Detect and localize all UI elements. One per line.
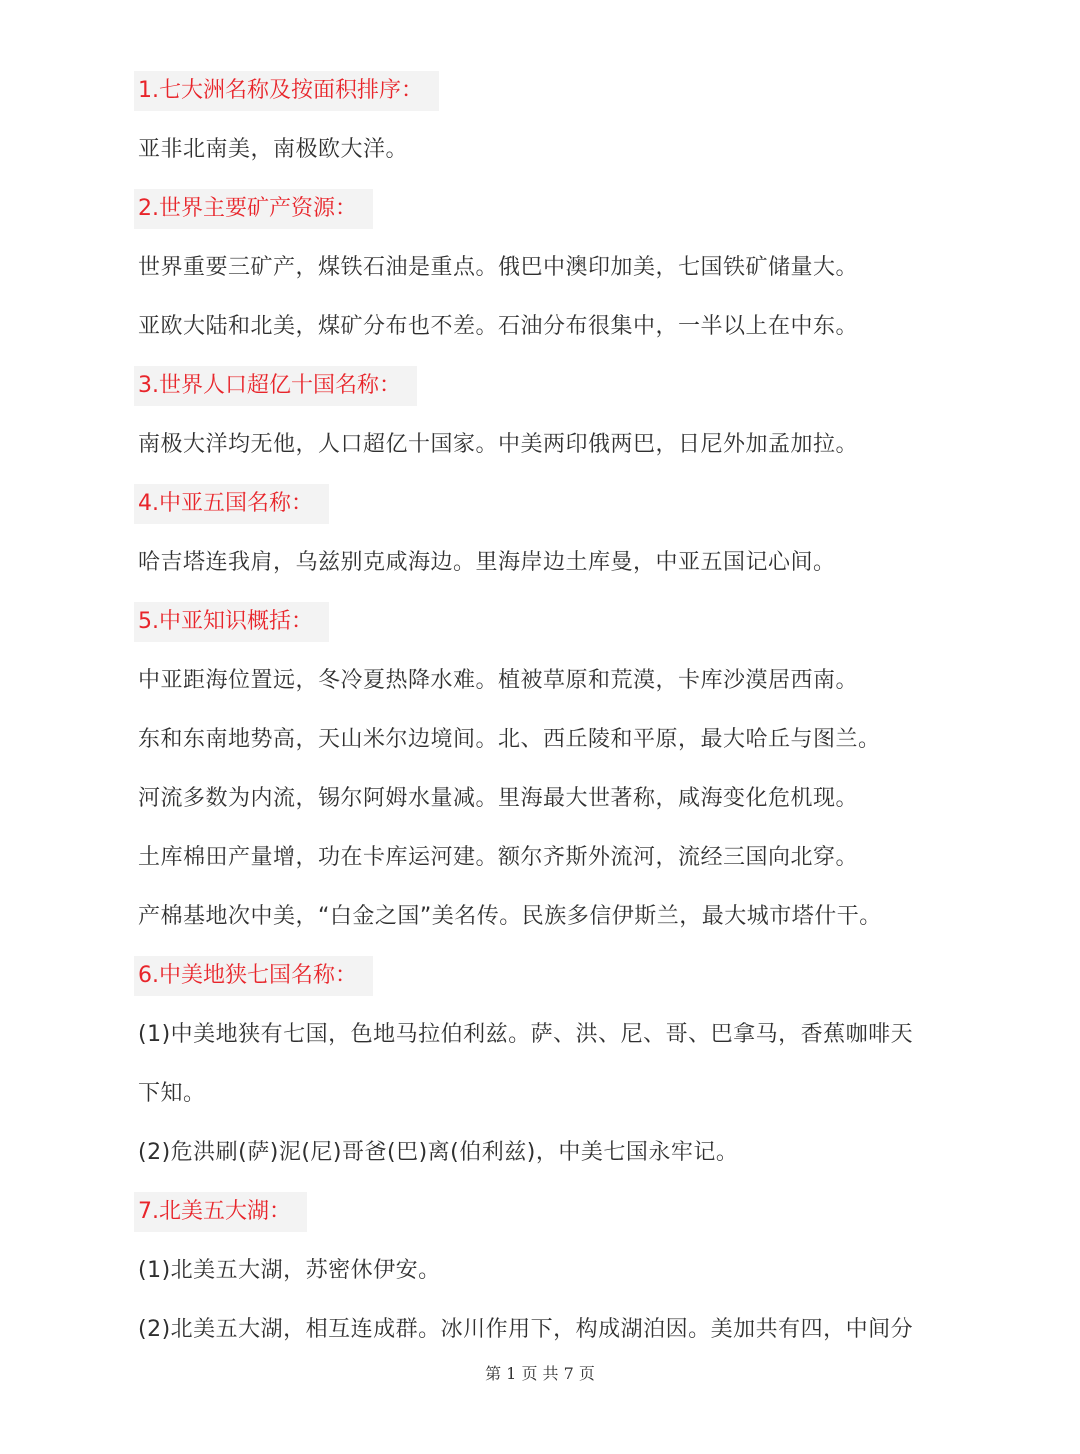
body-line: 中亚距海位置远，冬冷夏热降水难。植被草原和荒漠，卡库沙漠居西南。 bbox=[138, 668, 859, 693]
section-heading: 3.世界人口超亿十国名称： bbox=[134, 366, 417, 406]
section-heading: 5.中亚知识概括： bbox=[134, 602, 329, 642]
body-line: (1)北美五大湖，苏密休伊安。 bbox=[138, 1258, 441, 1283]
section-heading: 7.北美五大湖： bbox=[134, 1192, 307, 1232]
body-line: (2)北美五大湖，相互连成群。冰川作用下，构成湖泊因。美加共有四，中间分 bbox=[138, 1317, 914, 1342]
body-line: (2)危洪刷(萨)泥(尼)哥爸(巴)离(伯利兹)，中美七国永牢记。 bbox=[138, 1140, 739, 1165]
body-line: 产棉基地次中美，“白金之国”美名传。民族多信伊斯兰，最大城市塔什干。 bbox=[138, 904, 882, 929]
body-line: 下知。 bbox=[138, 1081, 206, 1106]
body-line: 亚欧大陆和北美，煤矿分布也不差。石油分布很集中，一半以上在中东。 bbox=[138, 314, 859, 339]
body-line: 南极大洋均无他，人口超亿十国家。中美两印俄两巴，日尼外加孟加拉。 bbox=[138, 432, 859, 457]
body-line: (1)中美地狭有七国，色地马拉伯利兹。萨、洪、尼、哥、巴拿马，香蕉咖啡天 bbox=[138, 1022, 914, 1047]
body-line: 亚非北南美，南极欧大洋。 bbox=[138, 137, 409, 162]
section-heading: 4.中亚五国名称： bbox=[134, 484, 329, 524]
body-line: 河流多数为内流，锡尔阿姆水量减。里海最大世著称，咸海变化危机现。 bbox=[138, 786, 859, 811]
section-heading: 2.世界主要矿产资源： bbox=[134, 189, 373, 229]
page-number-footer: 第 1 页 共 7 页 bbox=[485, 1364, 595, 1383]
section-heading: 1.七大洲名称及按面积排序： bbox=[134, 71, 439, 111]
section-heading: 6.中美地狭七国名称： bbox=[134, 956, 373, 996]
body-line: 哈吉塔连我肩，乌兹别克咸海边。里海岸边土库曼，中亚五国记心间。 bbox=[138, 550, 836, 575]
body-line: 世界重要三矿产，煤铁石油是重点。俄巴中澳印加美，七国铁矿储量大。 bbox=[138, 255, 859, 280]
body-line: 土库棉田产量增，功在卡库运河建。额尔齐斯外流河，流经三国向北穿。 bbox=[138, 845, 859, 870]
body-line: 东和东南地势高，天山米尔边境间。北、西丘陵和平原，最大哈丘与图兰。 bbox=[138, 727, 881, 752]
